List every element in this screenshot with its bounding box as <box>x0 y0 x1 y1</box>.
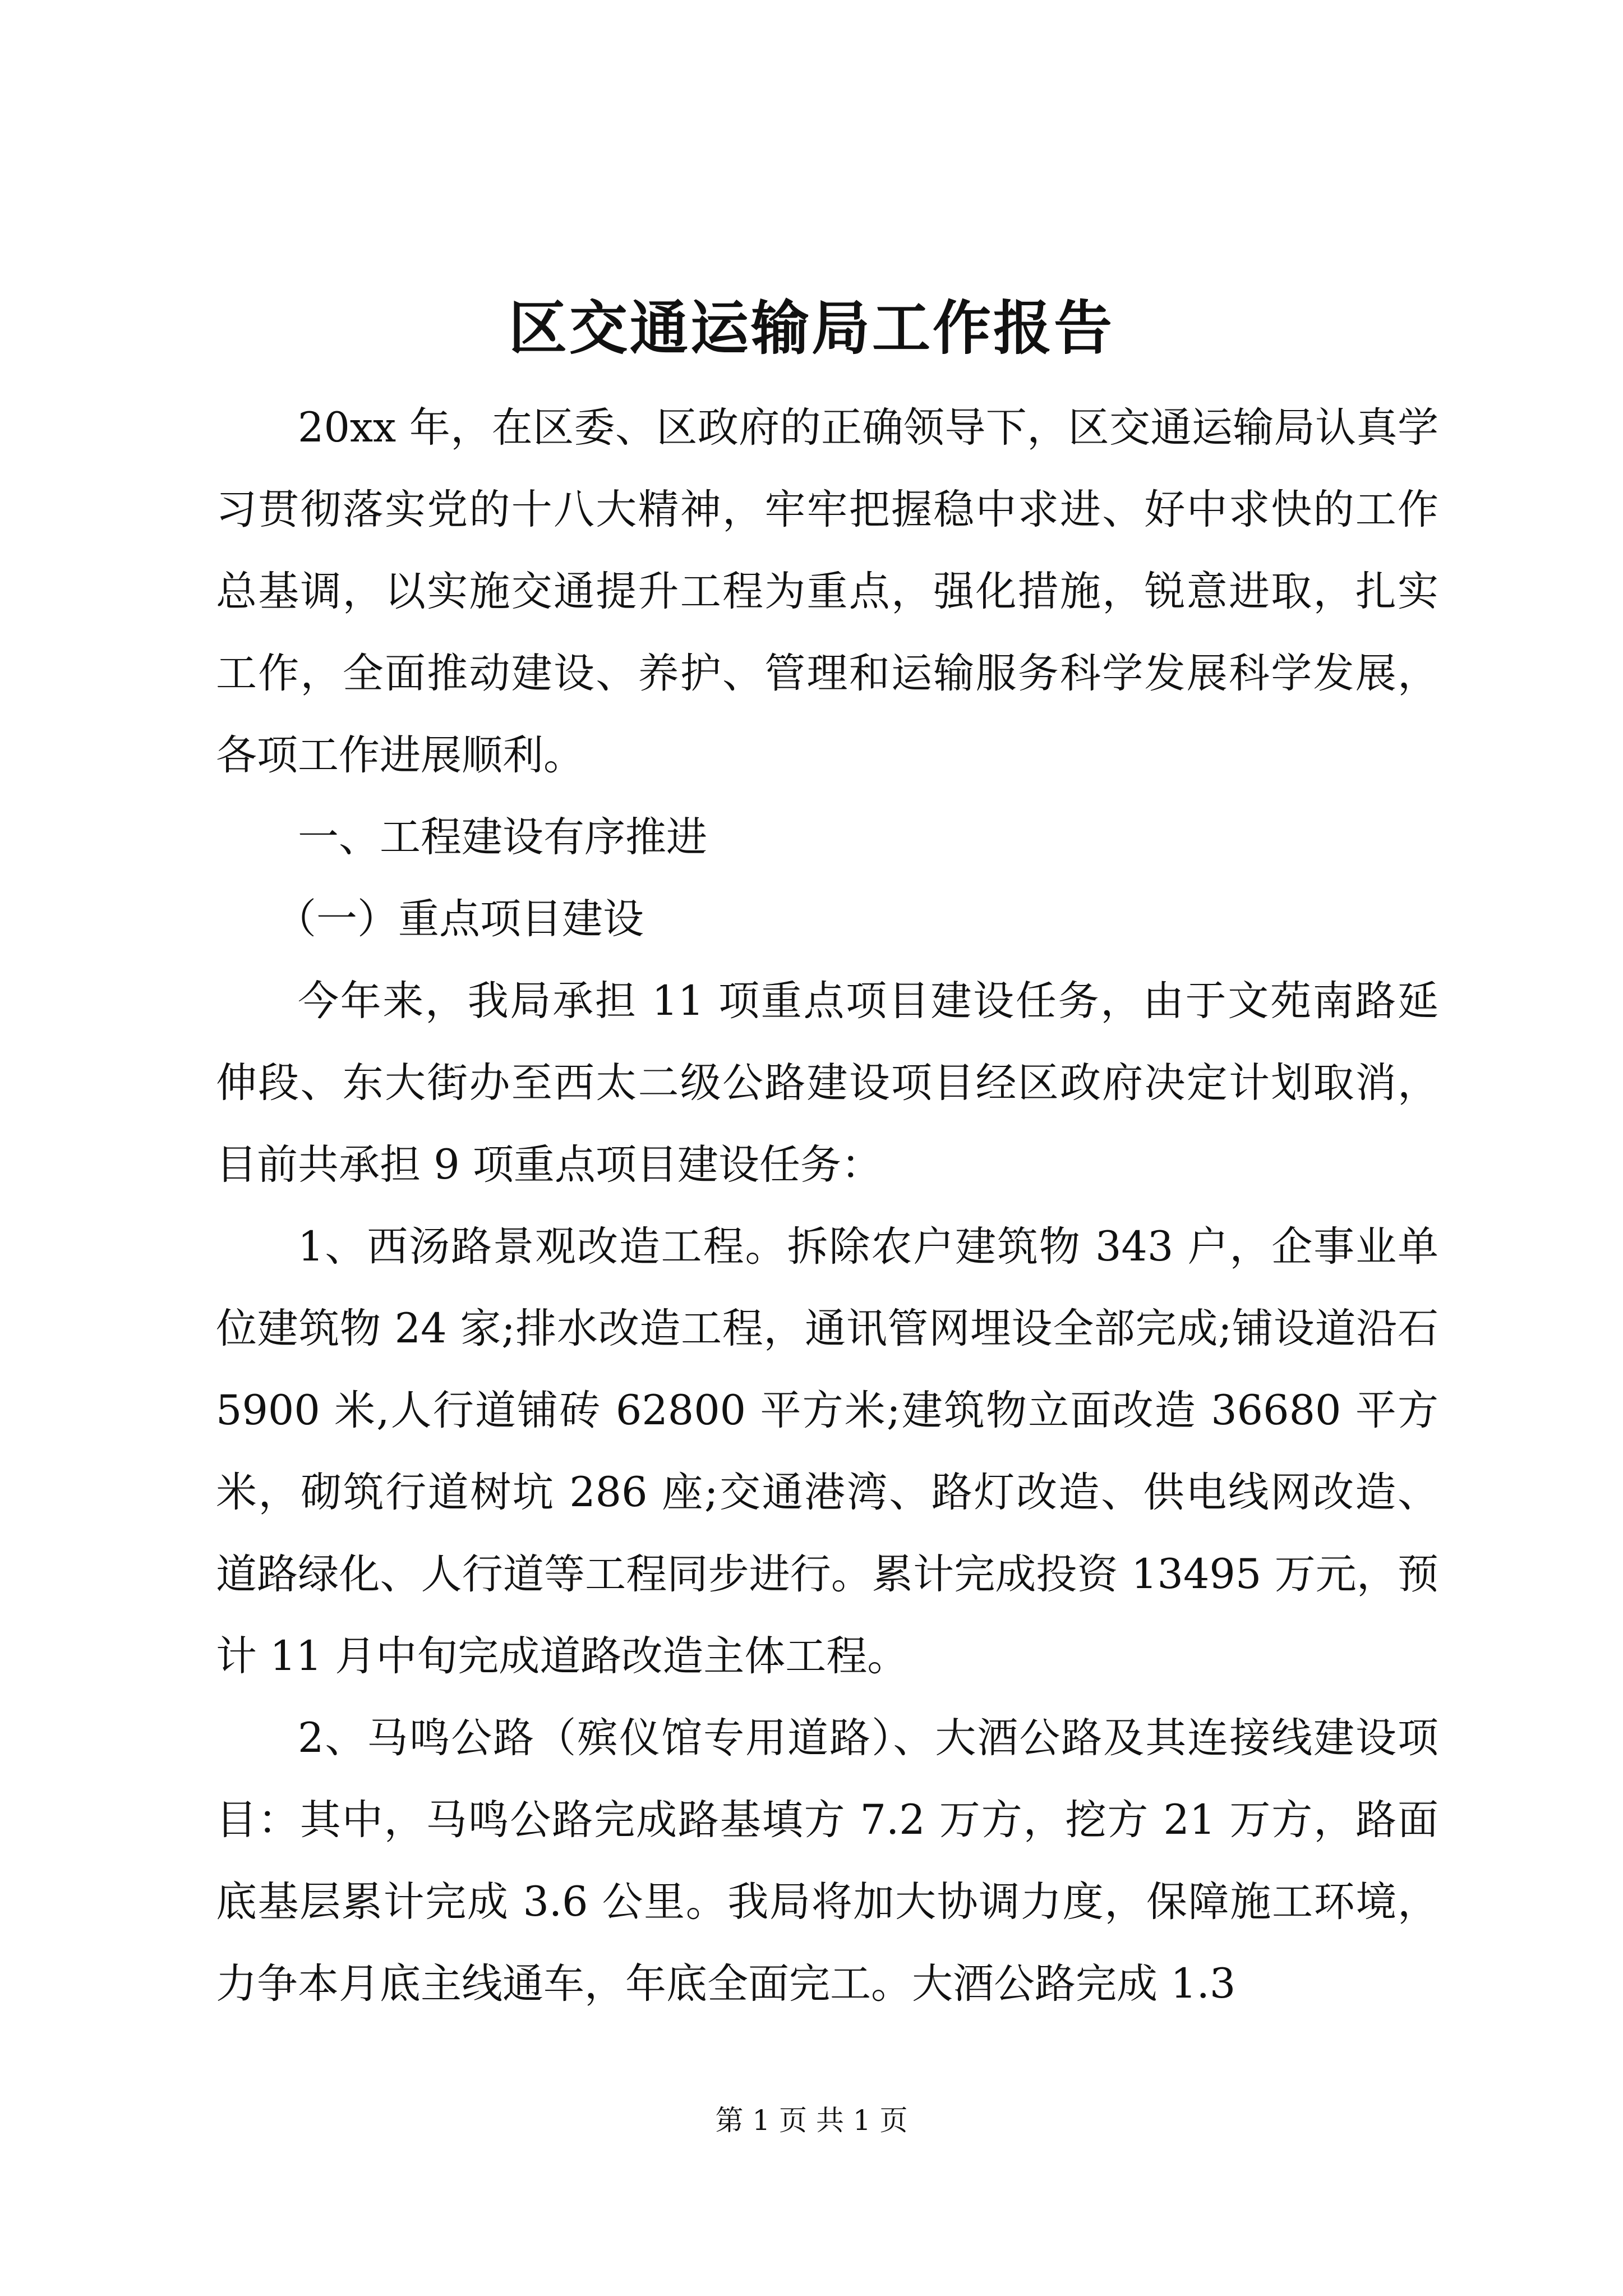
document-title: 区交通运输局工作报告 <box>508 293 1114 362</box>
section-heading-1: 一、工程建设有序推进 <box>298 813 707 861</box>
paragraph-project-1: 1、西汤路景观改造工程。拆除农户建筑物 343 户，企事业单位建筑物 24 家;排水改造工程，通讯管网埋设全部完成;铺设道沿石 5900 米,人行道铺砖 62800 平方米;建筑物立面改造 36680 平方米，砌筑行道树坑 286 座;交通港湾、路灯改造、供电线网改造、道路绿化、人行道等工程同步进行。累计完成投资 13495 万元，预计 11 月中旬完成道路改造主体工程。 <box>216 1223 1438 1680</box>
paragraph-project-2: 2、马鸣公路（殡仪馆专用道路）、大酒公路及其连接线建设项目：其中，马鸣公路完成路基填方 7.2 万方，挖方 21 万方，路面底基层累计完成 3.6 公里。我局将加大协调力度，保障施工环境，力争本月底主线通车，年底全面完工。大酒公路完成 1.3 <box>216 1714 1438 2008</box>
page-footer: 第 1 页 共 1 页 <box>715 2104 908 2137</box>
paragraph-intro: 20xx 年，在区委、区政府的正确领导下，区交通运输局认真学习贯彻落实党的十八大精神，牢牢把握稳中求进、好中求快的工作总基调，以实施交通提升工程为重点，强化措施，锐意进取，扎实工作，全面推动建设、养护、管理和运输服务科学发展科学发展，各项工作进展顺利。 <box>216 404 1438 779</box>
subsection-heading-1: （一）重点项目建设 <box>275 895 644 943</box>
paragraph-projects-overview: 今年来，我局承担 11 项重点项目建设任务，由于文苑南路延伸段、东大街办至西太二级公路建设项目经区政府决定计划取消，目前共承担 9 项重点项目建设任务： <box>216 977 1438 1189</box>
document-body <box>216 387 1438 2025</box>
